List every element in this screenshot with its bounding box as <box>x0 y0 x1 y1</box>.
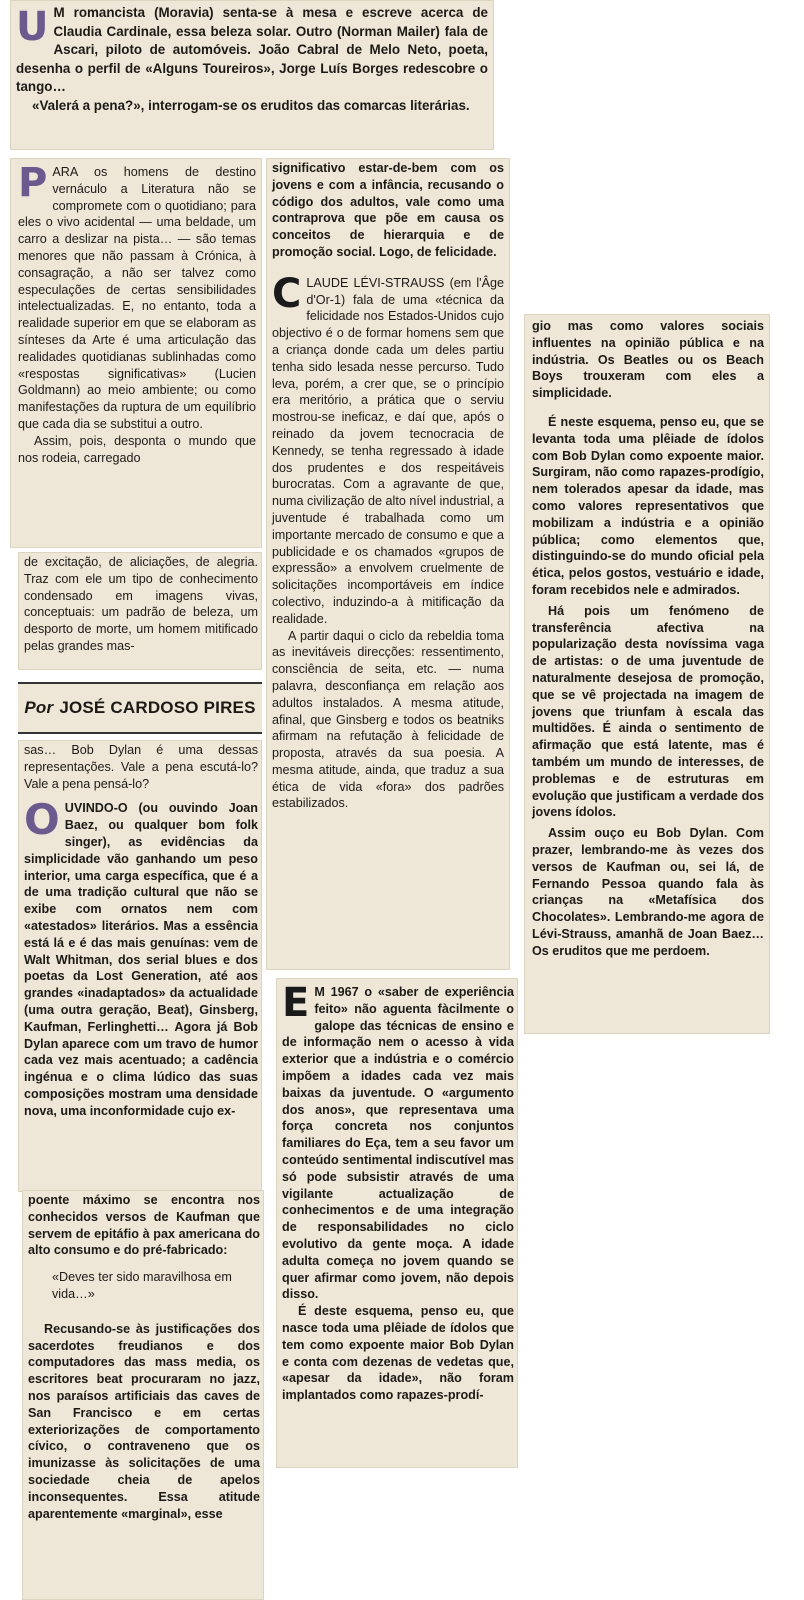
col3-block <box>524 314 770 1034</box>
col2-1967-paragraph: E M 1967 o «saber de experiência feito» não aguenta fàcilmente o galope das técnicas de ensino e de informação nem o acesso à vida exterior que a indústria e o comércio impõem a idades cada vez mais baixas da juventude. O «argumento dos anos», que representava uma força concreta nos conjuntos familiares do Eça, tem a seu favor um conteúdo sentimental indiscutível mas só pode subsistir através de uma vigilante actualização de conhecimentos e de uma integração de responsabilidades no ciclo evolutivo da gente moça. A idade adulta começa no jovem quando se quer afirmar como jovem, não depois disso. <box>282 980 514 1302</box>
col2-levi-strauss-paragraph: CLAUDE LÉVI-STRAUSS (em l'Âge d'Or-1) fala de uma «técnica da felicidade nos Estados-Unidos cujo objectivo é o de formar homens sem que a criança donde cada um deles partiu tenha sido lesada nesse percurso. Tudo leva, porém, a crer que, se o princípio era meritório, a prática que o serviu mostrou-se ineficaz, e daí que, após o reinado da jovem tecnocracia de Kennedy, se tenha regressado à idade dos prudentes e dos respeitáveis burocratas. Com a agravante de que, numa civilização de alto nível industrial, a juventude é trabalhada como um importante mercado de consumo e que a publicidade e os chamados «grupos de expressão» a envolvem cruelmente de solicitações incomportáveis em índice colectivo, induzindo-a à mitificação da realidade. <box>272 270 504 626</box>
col2-block-a <box>266 158 510 970</box>
col3-paragraph: É neste esquema, penso eu, que se levanta toda uma plêiade de ídolos com Bob Dylan como expoente maior. Surgiram, não como rapazes-prodígio, nem tolerados apesar da idade, mas como valores representativos que mobilizam a indústria e a opinião pública; como elementos que, distinguindo-se do mundo oficial pela ética, pelos gostos, vestuário e idade, foram recebidos nele e admirados. <box>532 414 764 597</box>
col1-paragraph: Assim, pois, desponta o mundo que nos rodeia, carregado <box>18 433 256 465</box>
col1-block-d <box>22 1190 264 1600</box>
col1-paragraph: sas… Bob Dylan é uma dessas representações. Vale a pena escutá-lo? Vale a pena pensá-lo? <box>24 743 258 791</box>
col3-paragraph: gio mas como valores sociais influentes na opinião pública e na indústria. Os Beatles ou os Beach Boys trouxeram com eles a simplicidade. <box>532 319 764 401</box>
col1-block-a <box>10 158 262 548</box>
col1-paragraph: de excitação, de aliciações, de alegria. Traz com ele um tipo de conhecimento condensado em imagens vivas, conceptuais: um padrão de beleza, um desporto de morte, um homem mitificado pelas grandes mas- <box>24 555 258 653</box>
byline-prefix: Por <box>24 698 54 717</box>
intro-question: «Valerá a pena?», interrogam-se os eruditos das comarcas literárias. <box>32 97 470 113</box>
drop-cap-u: U <box>16 4 49 50</box>
drop-cap-c: C <box>272 270 302 317</box>
col1-opening-paragraph: PARA os homens de destino vernáculo a Literatura não se compromete com o quotidiano; para eles o vivo acidental — uma beldade, um carro a deslizar na pista… — são temas menores que não passam à Crónica, à consagração, a não ser talvez como especulações de certas sensibilidades intelectualizadas. E, no entanto, toda a realidade superior em que se elaboram as sínteses da Arte é uma articulação das realidades quotidianas sublinhadas como «respostas significativas» (Lucien Goldmann) ao meio ambiente; ou como manifestações da ruptura de um equilíbrio que cada dia se substitui a outro. <box>18 160 256 431</box>
author-byline <box>18 682 262 734</box>
kaufman-quote: «Deves ter sido maravilhosa em vida…» <box>52 1270 232 1301</box>
col2-paragraph: significativo estar-de-bem com os jovens e com a infância, recusando o código dos adultos, vale como uma contraprova que põe em causa os conceitos de hierarquia e de promoção social. Logo, de felicidade. <box>272 161 504 259</box>
col2-block-b <box>276 978 518 1468</box>
col1-paragraph: Recusando-se às justificações dos sacerdotes freudianos e dos computadores das mass media, os escritores beat procuraram no jazz, nos paraísos artificiais das caves de San Francisco e em certas exteriorizações de comportamento cívico, o contraveneno que os imunizasse às solicitações de uma sociedade cheia de apelos inconsequentes. Essa atitude aparentemente «marginal», esse <box>28 1321 260 1521</box>
drop-cap-p: P <box>18 160 48 206</box>
col1-block-c <box>18 740 262 1192</box>
col2-paragraph: É deste esquema, penso eu, que nasce toda uma plêiade de ídolos que tem como expoente maior Bob Dylan e conta com dezenas de vedetas que, «apesar da idade», não foram implantados como rapazes-prodí- <box>282 1304 514 1403</box>
drop-cap-e: E <box>282 980 310 1026</box>
col2-paragraph: A partir daqui o ciclo da rebeldia toma as inevitáveis direcções: ressentimento, consciência de seita, etc. — numa palavra, desconfiança em relação aos adultos instalados. A mesma atitude, afinal, que Ginsberg e todos os beatniks afirmam na refutação à felicidade de proposta, através da sua poesia. A mesma atitude, ainda, que traduz a sua ética de vida «fora» dos padrões estabilizados. <box>272 628 504 811</box>
col1-paragraph: poente máximo se encontra nos conhecidos versos de Kaufman que servem de epitáfio à pax americana do alto consumo e do pré-fabricado: <box>28 1193 260 1258</box>
byline-author: JOSÉ CARDOSO PIRES <box>59 698 256 717</box>
col3-paragraph: Assim ouço eu Bob Dylan. Com prazer, lembrando-me às vezes dos versos de Kaufman ou, sei lá, de Fernando Pessoa quando fala às crianças na «Metafísica dos Chocolates». Lembrando-me agora de Lévi-Strauss, amanhã de Joan Baez… Os eruditos que me perdoem. <box>532 826 764 958</box>
intro-text: U M romancista (Moravia) senta-se à mesa e escreve acerca de Claudia Cardinale, essa beleza solar. Outro (Norman Mailer) fala de Ascari, piloto de automóveis. João Cabral de Melo Neto, poeta, desenha o perfil de «Alguns Toureiros», Jorge Luís Borges redescobre o tango… <box>16 4 488 95</box>
col1-block-b <box>18 552 262 670</box>
intro-clipping <box>10 0 494 150</box>
drop-cap-o: O <box>24 795 60 845</box>
col3-paragraph: Há pois um fenómeno de transferência afectiva na popularização desta novíssima vaga de artistas: o de uma juventude de naturalmente desejosa de promoção, que se vê projectada na imagem de jovens que triunfam à escala das multidões. É ainda o sentimento de afirmação que está latente, mas é também um mundo de interesses, de problemas e de estruturas em evolução que justificam a verdade dos jovens ídolos. <box>532 603 764 820</box>
col1-ouvindo-paragraph: OUVINDO-O (ou ouvindo Joan Baez, ou qualquer bom folk singer), as evidências da simplicidade vão ganhando um peso interior, uma carga específica, que é a de uma tradição cultural que não se exibe com ornatos nem com «atestados» literários. Mas a essência está lá e é das mais genuínas: vem de Walt Whitman, dos serial blues e dos poetas da Lost Generation, até aos grandes «inadaptados» da actualidade (uma outra geração, Beat), Ginsberg, Kaufman, Ferlinghetti… Agora já Bob Dylan aparece com um travo de humor cada vez mais acentuado; a cadência ingénua e o clima lúdico das suas composições mostram uma densidade nova, uma inconformidade cujo ex- <box>24 795 258 1118</box>
